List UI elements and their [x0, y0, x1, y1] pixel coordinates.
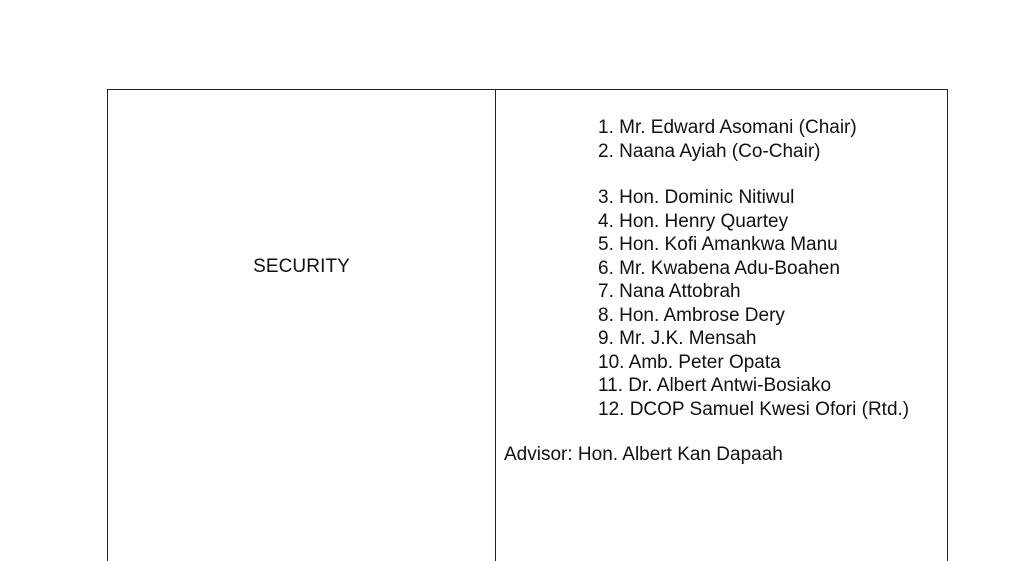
- committee-name-cell: [108, 90, 496, 561]
- committee-name: SECURITY: [253, 255, 350, 277]
- member-item: 3. Hon. Dominic Nitiwul: [598, 187, 795, 208]
- member-item: 6. Mr. Kwabena Adu-Boahen: [598, 257, 840, 279]
- member-item: 8. Hon. Ambrose Dery: [598, 304, 785, 326]
- member-item: 5. Hon. Kofi Amankwa Manu: [598, 234, 838, 255]
- members-list: [598, 116, 909, 421]
- members-cell: [496, 90, 947, 561]
- committee-table: [107, 89, 948, 561]
- member-item: 11. Dr. Albert Antwi-Bosiako: [598, 375, 832, 396]
- member-item: 9. Mr. J.K. Mensah: [598, 328, 757, 349]
- member-item: 12. DCOP Samuel Kwesi Ofori (Rtd.): [598, 398, 910, 420]
- member-item: 1. Mr. Edward Asomani (Chair): [598, 117, 857, 138]
- member-item: 10. Amb. Peter Opata: [598, 351, 781, 373]
- member-item: 4. Hon. Henry Quartey: [598, 210, 789, 232]
- advisor-line: Advisor: Hon. Albert Kan Dapaah: [504, 444, 783, 465]
- member-item: 2. Naana Ayiah (Co-Chair): [598, 140, 821, 162]
- member-item: 7. Nana Attobrah: [598, 281, 741, 302]
